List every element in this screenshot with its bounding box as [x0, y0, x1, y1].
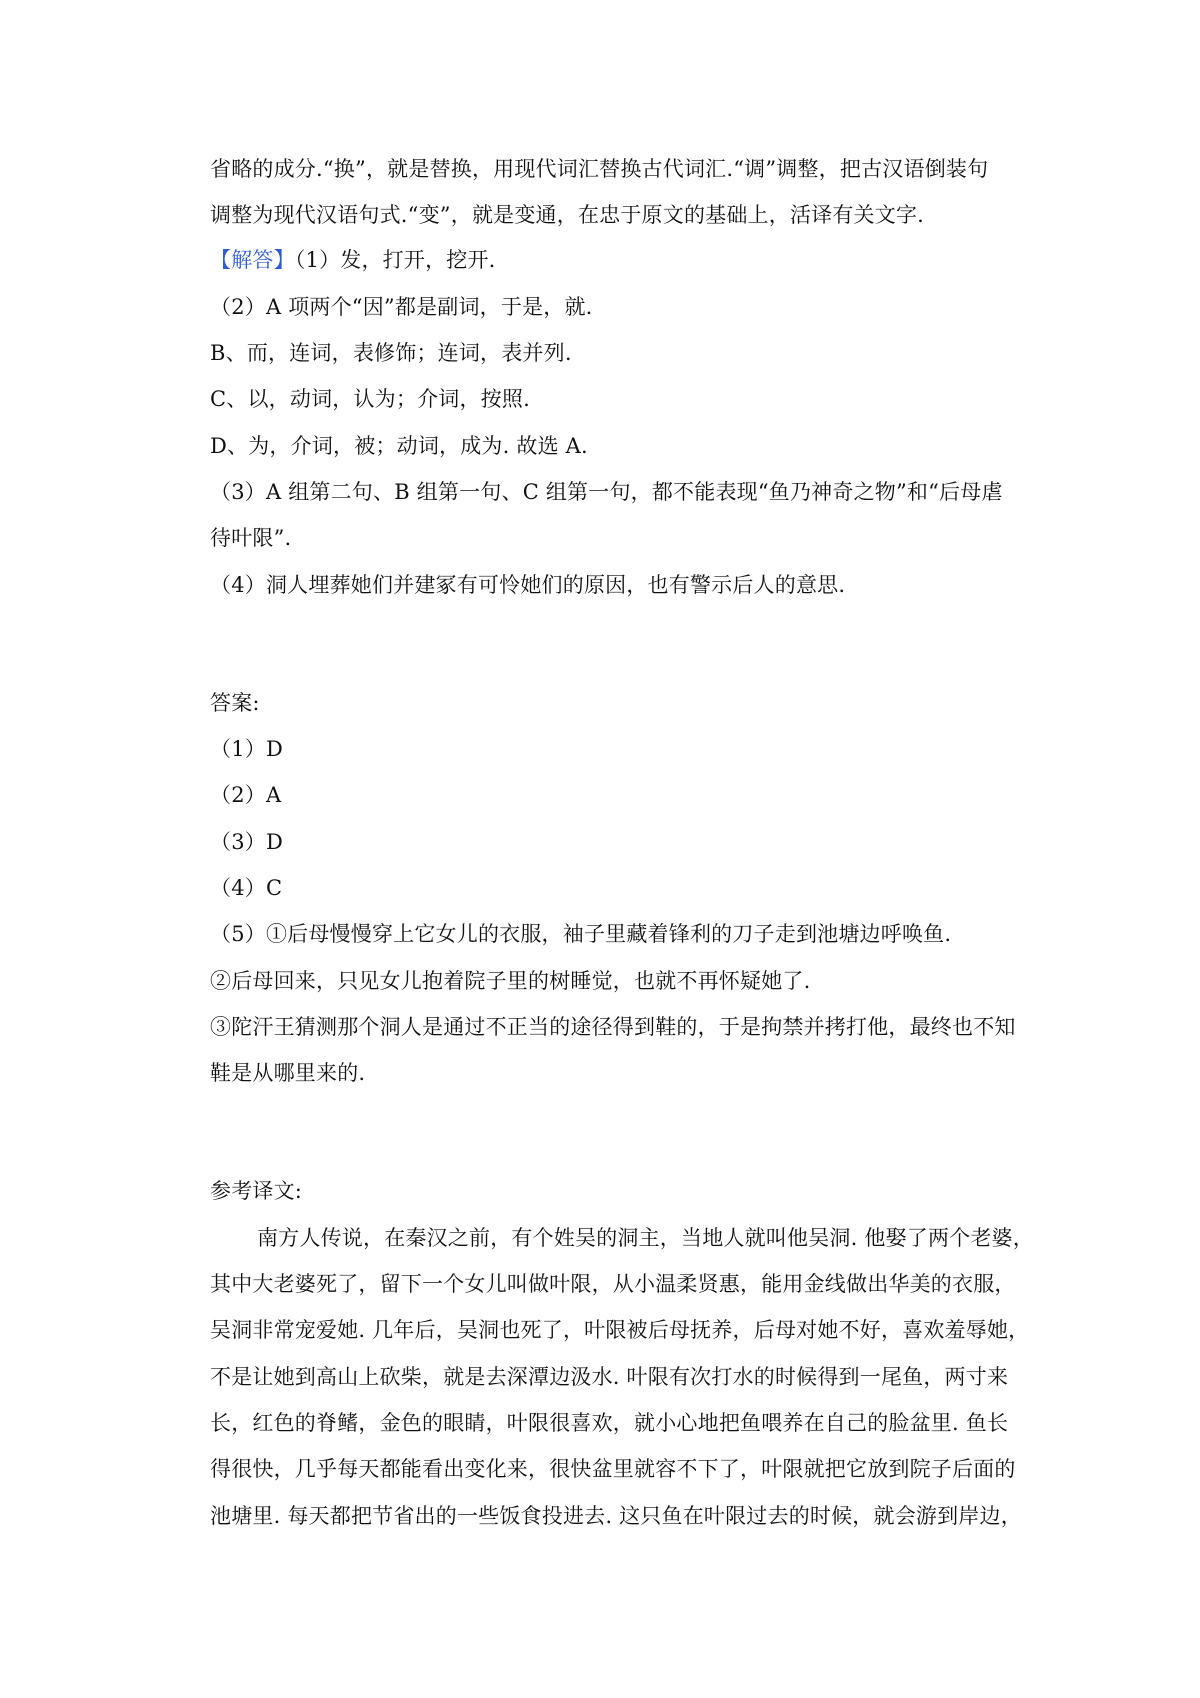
solution-line: 待叶限”.: [210, 526, 292, 550]
translation-line: 南方人传说，在秦汉之前，有个姓吴的洞主，当地人就叫他吴洞. 他娶了两个老婆，: [257, 1226, 1034, 1250]
translation-heading: 参考译文:: [210, 1179, 303, 1203]
answer-item: ②后母回来，只见女儿抱着院子里的树睡觉，也就不再怀疑她了.: [210, 969, 811, 993]
solution-line: （3）A 组第二句、B 组第一句、C 组第一句，都不能表现“鱼乃神奇之物”和“后母虐: [210, 480, 1003, 504]
solution-line: C、以，动词，认为；介词，按照.: [210, 387, 530, 411]
solution-line: （2）A 项两个“因”都是副词，于是，就.: [210, 295, 593, 319]
translation-line: 其中大老婆死了，留下一个女儿叫做叶限，从小温柔贤惠，能用金线做出华美的衣服，: [210, 1272, 1016, 1296]
translation-line: 吴洞非常宠爱她. 几年后，吴洞也死了，叶限被后母抚养，后母对她不好，喜欢羞辱她，: [210, 1318, 1030, 1342]
solution-first-line: [210, 245, 1030, 275]
answer-item: （1）D: [210, 737, 283, 761]
answer-item: （2）A: [210, 783, 282, 807]
solution-tag: 【解答】: [210, 248, 295, 272]
answer-item: （3）D: [210, 830, 283, 854]
translation-line: 得很快，几乎每天都能看出变化来，很快盆里就容不下了，叶限就把它放到院子后面的: [210, 1457, 1016, 1481]
solution-line: D、为，介词，被；动词，成为. 故选 A.: [210, 434, 588, 458]
answer-item: ③陀汗王猜测那个洞人是通过不正当的途径得到鞋的，于是拘禁并拷打他，最终也不知: [210, 1015, 1016, 1039]
translation-line: 池塘里. 每天都把节省出的一些饭食投进去. 这只鱼在叶限过去的时候，就会游到岸边，: [210, 1504, 1022, 1528]
solution-line: （4）洞人埋葬她们并建冢有可怜她们的原因，也有警示后人的意思.: [210, 573, 846, 597]
answers-heading: 答案:: [210, 691, 260, 715]
translation-line: 长，红色的脊鳍，金色的眼睛，叶限很喜欢，就小心地把鱼喂养在自己的脸盆里. 鱼长: [210, 1411, 1009, 1435]
answer-item: （4）C: [210, 876, 283, 900]
answer-item: （5）①后母慢慢穿上它女儿的衣服，袖子里藏着锋利的刀子走到池塘边呼唤鱼.: [210, 922, 952, 946]
solution-line: B、而，连词，表修饰；连词，表并列.: [210, 341, 572, 365]
analysis-line: 调整为现代汉语句式.“变”，就是变通，在忠于原文的基础上，活译有关文字.: [210, 203, 925, 227]
translation-line: 不是让她到高山上砍柴，就是去深潭边汲水. 叶限有次打水的时候得到一尾鱼，两寸来: [210, 1365, 1009, 1389]
analysis-line: 省略的成分.“换”，就是替换，用现代词汇替换古代词汇.“调”调整，把古汉语倒装句: [210, 157, 989, 181]
answer-item: 鞋是从哪里来的.: [210, 1061, 366, 1085]
solution-text: （1）发，打开，挖开.: [294, 248, 496, 272]
